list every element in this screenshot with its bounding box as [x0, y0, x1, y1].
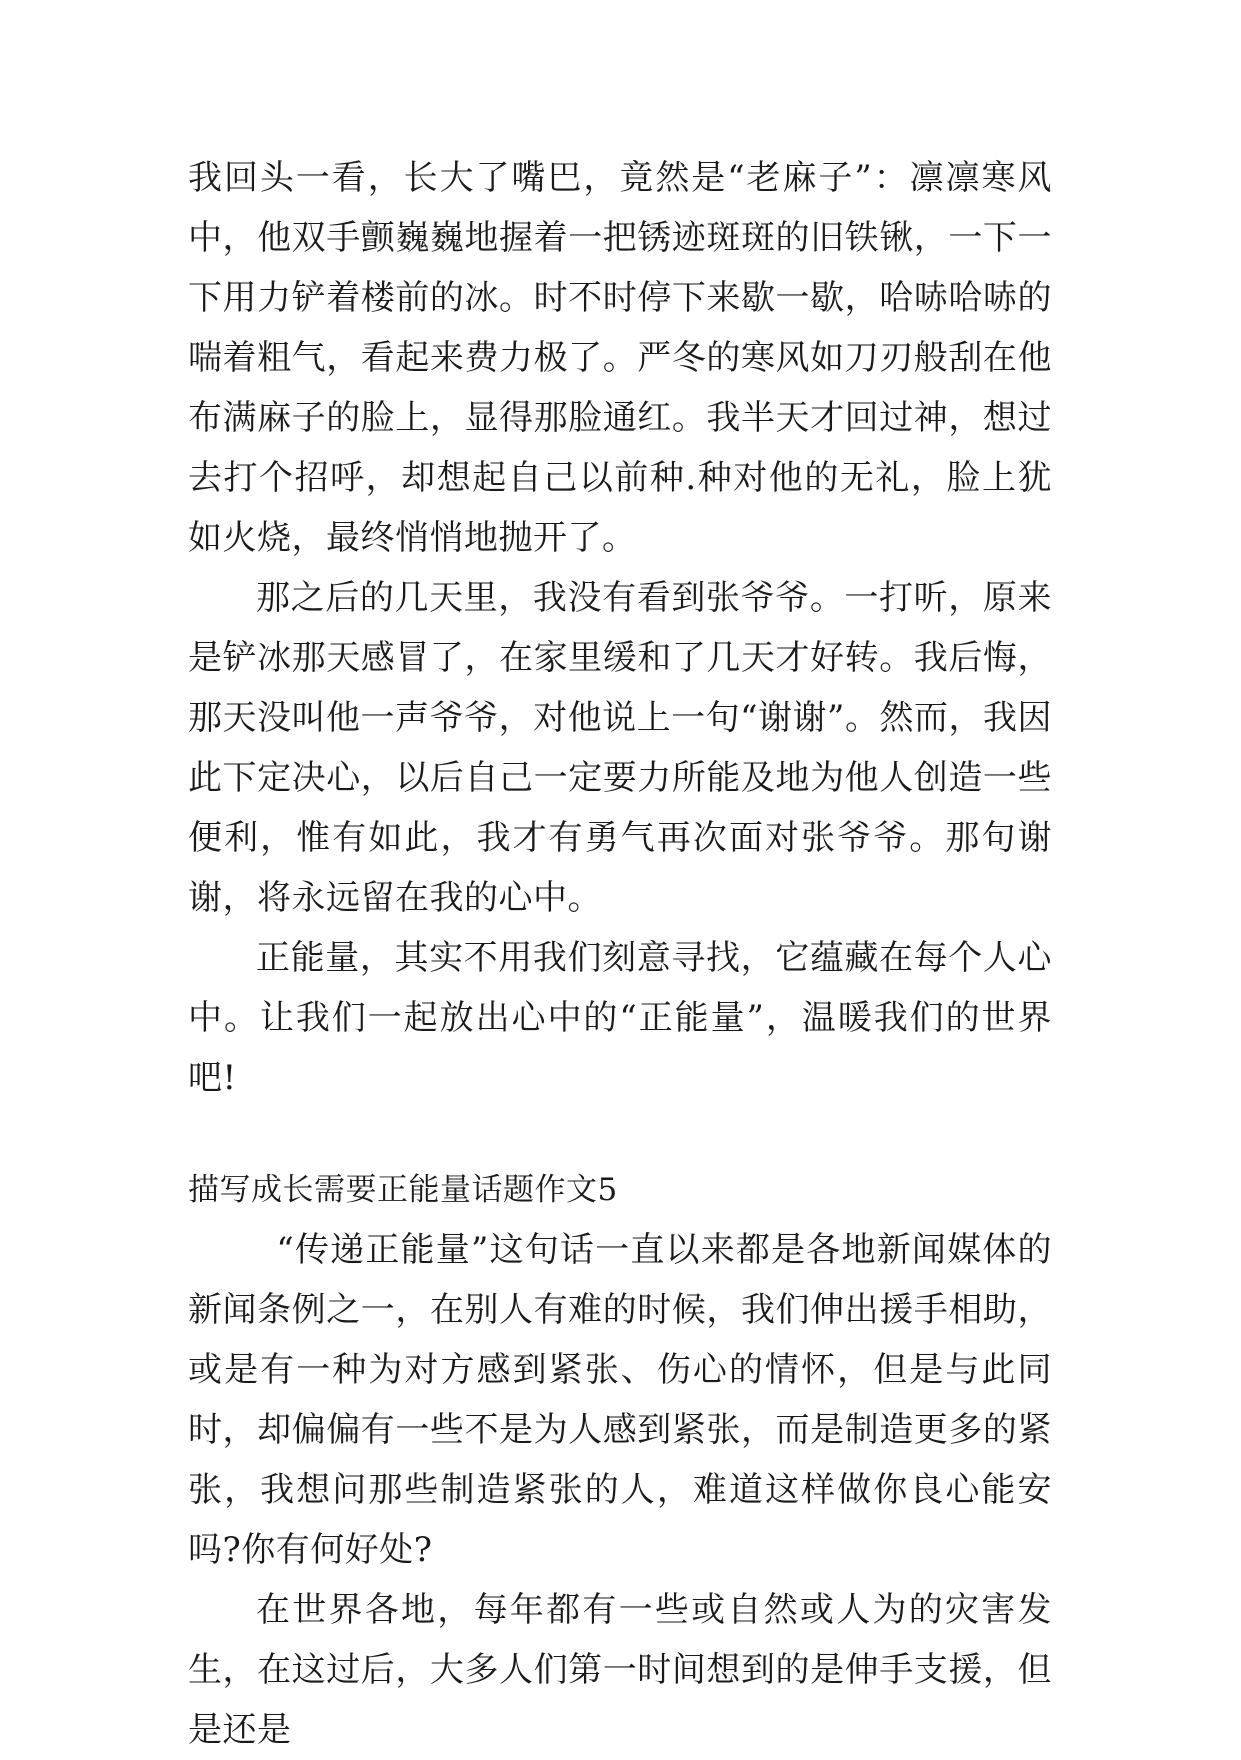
section-title: 描写成长需要正能量话题作文5 — [188, 1172, 618, 1208]
paragraph-old-man-shoveling-ice: 我回头一看，长大了嘴巴，竟然是“老麻子”：凛凛寒风中，他双手颤巍巍地握着一把锈迹斑斑的旧铁锹，一下一下用力铲着楼前的冰。时不时停下来歇一歇，哈哧哈哧的喘着粗气，看起来费力极了。严冬的寒风如刀刃般刮在他布满麻子的脸上，显得那脸通红。我半天才回过神，想过去打个招呼，却想起自己以前种.种对他的无礼，脸上犹如火烧，最终悄悄地抛开了。 — [188, 158, 1052, 558]
document-body — [188, 148, 1052, 1760]
paragraph-spread-positive-energy: “传递正能量”这句话一直以来都是各地新闻媒体的新闻条例之一，在别人有难的时候，我们伸出援手相助，或是有一种为对方感到紧张、伤心的情怀，但是与此同时，却偏偏有一些不是为人感到紧张，而是制造更多的紧张，我想问那些制造紧张的人，难道这样做你良心能安吗?你有何好处? — [188, 1230, 1052, 1570]
paragraph-regret: 那之后的几天里，我没有看到张爷爷。一打听，原来是铲冰那天感冒了，在家里缓和了几天才好转。我后悔，那天没叫他一声爷爷，对他说上一句“谢谢”。然而，我因此下定决心，以后自己一定要力所能及地为他人创造一些便利，惟有如此，我才有勇气再次面对张爷爷。那句谢谢，将永远留在我的心中。 — [188, 578, 1052, 918]
paragraph-disasters: 在世界各地，每年都有一些或自然或人为的灾害发生，在这过后，大多人们第一时间想到的是伸手支援，但是还是 — [188, 1590, 1052, 1750]
paragraph-conclusion: 正能量，其实不用我们刻意寻找，它蕴藏在每个人心中。让我们一起放出心中的“正能量”，温暖我们的世界吧! — [188, 938, 1052, 1098]
